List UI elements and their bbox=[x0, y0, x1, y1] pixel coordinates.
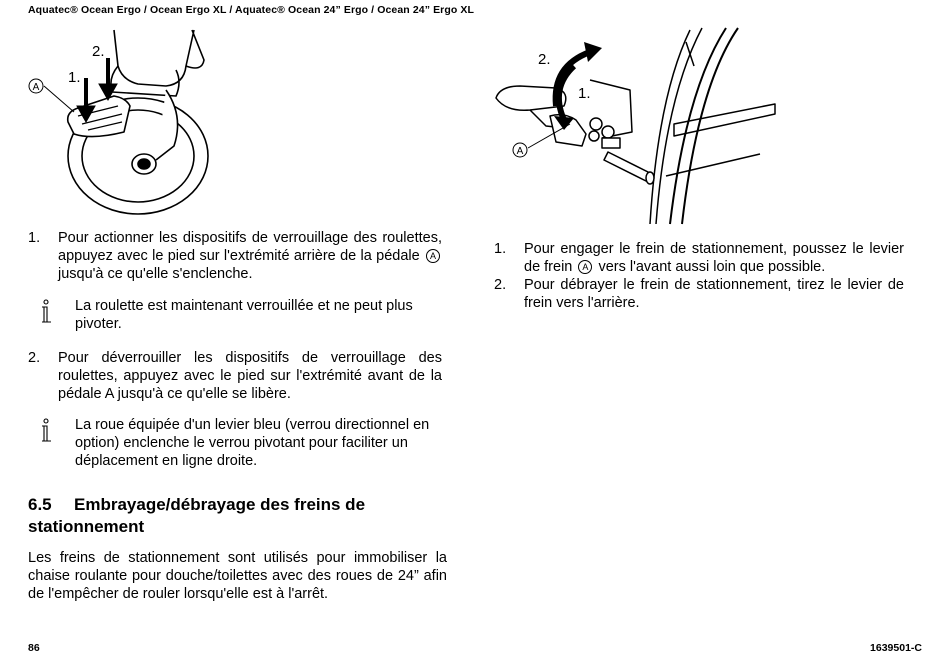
label-step-2: 2. bbox=[92, 43, 105, 60]
parking-brake-illustration bbox=[490, 26, 785, 226]
step-number: 2. bbox=[494, 277, 507, 293]
note-text: La roulette est maintenant verrouillée et ne peut plus pivoter. bbox=[75, 298, 413, 332]
label-step-1: 1. bbox=[578, 85, 591, 102]
step-2-unlock bbox=[28, 349, 442, 403]
step-text: Pour déverrouiller les dispositifs de verrouillage des roulettes, appuyez avec le pied sur l'extrémité avant de la pédale A jusqu'à ce qu'elle se libère. bbox=[58, 350, 442, 402]
info-icon bbox=[28, 416, 75, 470]
step-number: 2. bbox=[28, 350, 41, 366]
section-paragraph: Les freins de stationnement sont utilisés pour immobiliser la chaise roulante pour douche/toilettes avec des roues de 24” afin de l'empêcher de rouler lorsqu'elle est à l'arrêt. bbox=[28, 550, 447, 602]
page-number: 86 bbox=[28, 642, 40, 654]
step-1-lock bbox=[28, 229, 442, 283]
section-number: 6.5 bbox=[28, 495, 52, 514]
info-note-2 bbox=[28, 416, 442, 470]
marker-a: A bbox=[578, 260, 592, 274]
running-header: Aquatec® Ocean Ergo / Ocean Ergo XL / Aquatec® Ocean 24” Ergo / Ocean 24” Ergo XL bbox=[28, 4, 475, 16]
section-heading bbox=[28, 494, 442, 538]
info-note-1 bbox=[28, 297, 442, 333]
step-2-release-brake bbox=[494, 276, 904, 312]
info-icon bbox=[28, 297, 75, 333]
note-text: La roue équipée d'un levier bleu (verrou directionnel en option) enclenche le verrou pivotant pour faciliter un déplacement en ligne droite. bbox=[75, 417, 430, 469]
step-text: Pour engager le frein de stationnement, poussez le levier de frein A vers l'avant aussi loin que possible. bbox=[524, 241, 904, 275]
step-1-engage-brake bbox=[494, 240, 904, 276]
document-code: 1639501-C bbox=[870, 642, 922, 654]
step-text: Pour actionner les dispositifs de verrouillage des roulettes, appuyez avec le pied sur l'extrémité arrière de la pédale A jusqu'à ce qu'elle s'enclenche. bbox=[58, 230, 442, 282]
section-title: Embrayage/débrayage des freins de stationnement bbox=[28, 495, 366, 536]
step-number: 1. bbox=[494, 241, 507, 257]
step-text: Pour débrayer le frein de stationnement, tirez le levier de frein vers l'arrière. bbox=[524, 277, 904, 311]
label-a: A bbox=[516, 146, 524, 157]
label-step-1: 1. bbox=[68, 69, 81, 86]
marker-a: A bbox=[426, 249, 440, 263]
caster-pedal-illustration bbox=[26, 26, 236, 222]
label-step-2: 2. bbox=[538, 51, 551, 68]
step-number: 1. bbox=[28, 230, 41, 246]
label-a: A bbox=[32, 82, 40, 93]
